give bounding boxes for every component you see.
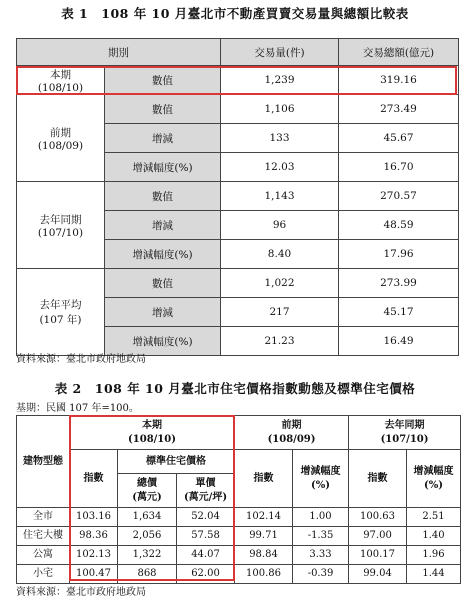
last-year-index-cell: 97.00: [349, 527, 407, 546]
volume-cell: 1,143: [221, 182, 339, 211]
header-standard-price: 標準住宅價格: [118, 450, 235, 474]
volume-cell: 217: [221, 298, 339, 327]
volume-cell: 96: [221, 211, 339, 240]
metric-label: 數值: [105, 95, 221, 124]
header-last-year-index: 指數: [349, 450, 407, 508]
building-type-cell: 住宅大樓: [17, 527, 70, 546]
volume-cell: 12.03: [221, 153, 339, 182]
metric-label: 數值: [105, 66, 221, 95]
period-label: 去年平均 (107 年): [17, 269, 105, 356]
total-price-cell: 1,322: [118, 546, 177, 565]
previous-index-cell: 102.14: [235, 508, 293, 527]
building-type-cell: 全市: [17, 508, 70, 527]
last-year-index-cell: 100.17: [349, 546, 407, 565]
header-current-index: 指數: [70, 450, 118, 508]
volume-cell: 1,106: [221, 95, 339, 124]
metric-label: 數值: [105, 182, 221, 211]
current-index-cell: 100.47: [70, 565, 118, 584]
metric-label: 增減: [105, 124, 221, 153]
header-last-year-change: 增減幅度 (%): [407, 450, 461, 508]
header-current-period: 本期 (108/10): [70, 416, 235, 450]
table2-source: 資料來源：臺北市政府地政局: [16, 587, 146, 598]
table1-source: 資料來源：臺北市政府地政局: [16, 354, 146, 365]
last-year-change-cell: 1.40: [407, 527, 461, 546]
amount-cell: 273.99: [339, 269, 459, 298]
table1-title: 表 1 108 年 10 月臺北市不動產買賣交易量與總額比較表: [61, 6, 409, 21]
current-index-cell: 98.36: [70, 527, 118, 546]
header-amount: 交易總額(億元): [339, 39, 459, 66]
amount-cell: 45.67: [339, 124, 459, 153]
amount-cell: 270.57: [339, 182, 459, 211]
total-price-cell: 1,634: [118, 508, 177, 527]
amount-cell: 45.17: [339, 298, 459, 327]
metric-label: 增減幅度(%): [105, 240, 221, 269]
metric-label: 增減: [105, 211, 221, 240]
table1-row: [17, 269, 459, 298]
period-label: 前期 (108/09): [17, 95, 105, 182]
table1-header-row: [17, 39, 459, 66]
metric-label: 增減: [105, 298, 221, 327]
building-type-cell: 小宅: [17, 565, 70, 584]
header-previous-change: 增減幅度 (%): [293, 450, 349, 508]
table1-row: [17, 95, 459, 124]
amount-cell: 48.59: [339, 211, 459, 240]
previous-change-cell: -0.39: [293, 565, 349, 584]
previous-change-cell: 1.00: [293, 508, 349, 527]
previous-change-cell: 3.33: [293, 546, 349, 565]
header-period: 期別: [17, 39, 221, 66]
previous-change-cell: -1.35: [293, 527, 349, 546]
table2-title: 表 2 108 年 10 月臺北市住宅價格指數動態及標準住宅價格: [54, 381, 416, 396]
unit-price-cell: 62.00: [177, 565, 235, 584]
volume-cell: 1,022: [221, 269, 339, 298]
metric-label: 增減幅度(%): [105, 327, 221, 356]
building-type-cell: 公寓: [17, 546, 70, 565]
volume-cell: 21.23: [221, 327, 339, 356]
last-year-change-cell: 1.44: [407, 565, 461, 584]
previous-index-cell: 99.71: [235, 527, 293, 546]
amount-cell: 16.49: [339, 327, 459, 356]
total-price-cell: 2,056: [118, 527, 177, 546]
amount-cell: 16.70: [339, 153, 459, 182]
volume-cell: 133: [221, 124, 339, 153]
amount-cell: 17.96: [339, 240, 459, 269]
current-period-highlight: [16, 66, 457, 95]
metric-label: 增減幅度(%): [105, 153, 221, 182]
volume-cell: 1,239: [221, 66, 339, 95]
previous-index-cell: 100.86: [235, 565, 293, 584]
last-year-index-cell: 99.04: [349, 565, 407, 584]
table2-base-note: 基期：民國 107 年=100。: [16, 403, 139, 414]
header-previous-period: 前期 (108/09): [235, 416, 349, 450]
header-volume: 交易量(件): [221, 39, 339, 66]
last-year-change-cell: 2.51: [407, 508, 461, 527]
current-index-cell: 102.13: [70, 546, 118, 565]
current-index-cell: 103.16: [70, 508, 118, 527]
unit-price-cell: 52.04: [177, 508, 235, 527]
header-total-price: 總價 (萬元): [118, 474, 177, 508]
volume-cell: 8.40: [221, 240, 339, 269]
unit-price-cell: 44.07: [177, 546, 235, 565]
header-previous-index: 指數: [235, 450, 293, 508]
metric-label: 數值: [105, 269, 221, 298]
last-year-index-cell: 100.63: [349, 508, 407, 527]
total-price-cell: 868: [118, 565, 177, 584]
unit-price-cell: 57.58: [177, 527, 235, 546]
header-building-type: 建物型態: [17, 416, 70, 508]
current-period-column-highlight: [69, 415, 235, 581]
amount-cell: 273.49: [339, 95, 459, 124]
header-unit-price: 單價 (萬元/坪): [177, 474, 235, 508]
amount-cell: 319.16: [339, 66, 459, 95]
table1-row: [17, 182, 459, 211]
period-label: 本期 (108/10): [17, 66, 105, 95]
previous-index-cell: 98.84: [235, 546, 293, 565]
header-last-year-period: 去年同期 (107/10): [349, 416, 461, 450]
last-year-change-cell: 1.96: [407, 546, 461, 565]
period-label: 去年同期 (107/10): [17, 182, 105, 269]
